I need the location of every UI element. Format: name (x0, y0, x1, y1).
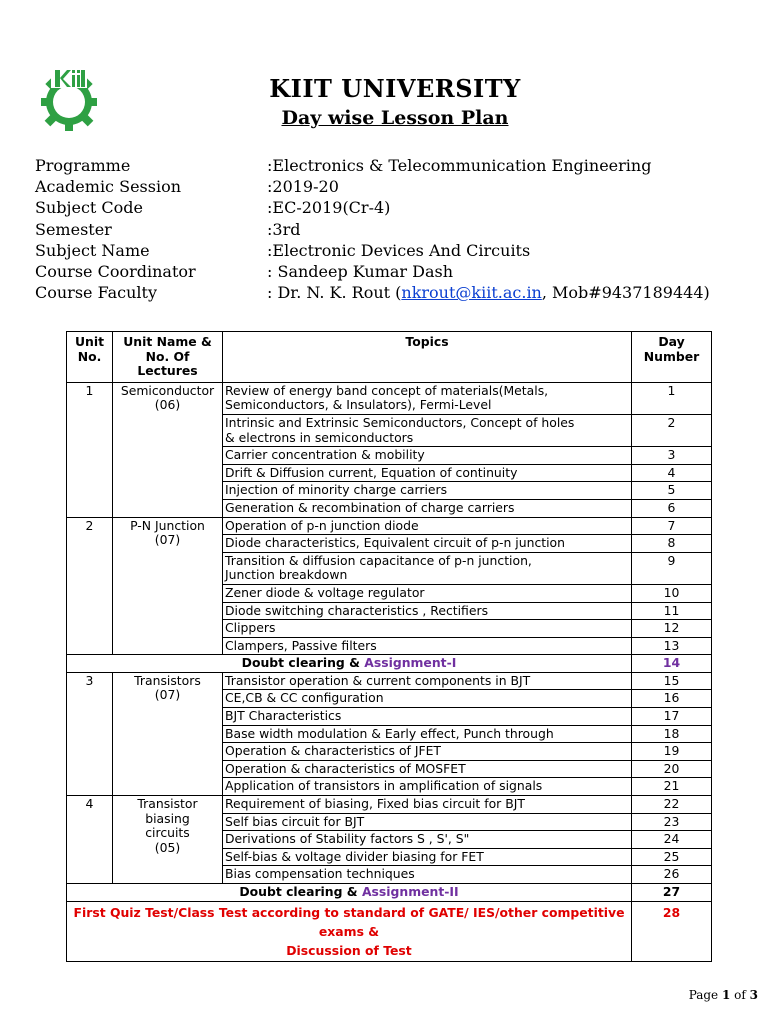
faculty-value (267, 282, 755, 303)
coordinator-row (35, 261, 755, 282)
unit-no: 4 (67, 796, 113, 884)
subject-code-label: Subject Code (35, 198, 143, 218)
doubt-clearing-row (67, 884, 712, 902)
topic-cell: Injection of minority charge carriers (223, 482, 632, 500)
topic-cell: Operation of p-n junction diode (223, 517, 632, 535)
unit-name-text: Transistors (134, 672, 201, 688)
subject-name-row (35, 240, 755, 261)
programme-row (35, 155, 755, 176)
day-cell: 1 (632, 382, 712, 414)
doubt-clearing-cell (67, 884, 632, 902)
subject-name-value: :Electronic Devices And Circuits (267, 240, 531, 260)
topic-cell: Bias compensation techniques (223, 866, 632, 884)
day-cell: 14 (632, 655, 712, 673)
topic-line: Semiconductors, & Insulators), Fermi-Level (225, 397, 492, 413)
topic-line: Review of energy band concept of materials(Metals, (225, 382, 549, 398)
table-row (67, 517, 712, 535)
unit-lectures: (07) (154, 532, 181, 548)
doubt-clearing-text: Doubt clearing & (239, 884, 362, 899)
topic-cell (223, 382, 632, 414)
unit-name-text: Semiconductor (120, 382, 215, 398)
unit-name-text: P-N Junction (130, 517, 205, 533)
page-footer (689, 988, 758, 1002)
day-cell: 25 (632, 848, 712, 866)
topic-cell: CE,CB & CC configuration (223, 690, 632, 708)
doubt-clearing-row (67, 655, 712, 673)
session-value: :2019-20 (267, 177, 339, 197)
day-cell: 22 (632, 796, 712, 814)
quiz-text: Discussion of Test (286, 942, 412, 958)
unit-lectures: (05) (154, 839, 181, 855)
unit-name-text: biasing (145, 810, 190, 826)
assignment-label: Assignment-I (364, 655, 457, 671)
day-cell: 21 (632, 778, 712, 796)
day-cell: 28 (632, 901, 712, 961)
session-row (35, 176, 755, 197)
topic-line: Junction breakdown (225, 567, 348, 583)
topic-cell: Carrier concentration & mobility (223, 447, 632, 465)
topic-line: Transition & diffusion capacitance of p-n junction, (225, 552, 532, 568)
quiz-text: First Quiz Test/Class Test according to standard of GATE/ IES/other competitive exams & (73, 904, 625, 939)
unit-no: 3 (67, 672, 113, 795)
topic-cell (223, 414, 632, 446)
topic-line: Intrinsic and Extrinsic Semiconductors, Concept of holes (225, 414, 575, 430)
lesson-plan-title-text: Day wise Lesson Plan (281, 107, 509, 129)
day-cell: 9 (632, 552, 712, 584)
quiz-row (67, 901, 712, 961)
current-page: 1 (721, 988, 731, 1002)
lesson-plan-title (0, 107, 768, 129)
day-cell: 7 (632, 517, 712, 535)
faculty-mobile: , Mob#9437189444) (541, 283, 710, 303)
topic-cell: Clampers, Passive filters (223, 637, 632, 655)
lesson-plan-table (66, 331, 712, 962)
day-cell: 8 (632, 535, 712, 553)
topic-cell: Operation & characteristics of MOSFET (223, 760, 632, 778)
day-cell: 26 (632, 866, 712, 884)
table-row (67, 672, 712, 690)
semester-value: :3rd (267, 219, 301, 239)
assignment-label: Assignment-II (361, 884, 459, 899)
unit-name (113, 382, 223, 517)
topic-cell: Transistor operation & current components in BJT (223, 672, 632, 690)
day-cell: 12 (632, 620, 712, 638)
topic-line: & electrons in semiconductors (225, 429, 414, 445)
coordinator-value: : Sandeep Kumar Dash (267, 262, 454, 282)
semester-row (35, 219, 755, 240)
unit-lectures: (07) (154, 687, 181, 703)
table-row (67, 382, 712, 414)
topic-cell: Self bias circuit for BJT (223, 813, 632, 831)
programme-value: :Electronics & Telecommunication Engineering (267, 156, 652, 175)
unit-name-header: Unit Name & No. Of Lectures (113, 332, 223, 383)
topic-cell: Operation & characteristics of JFET (223, 743, 632, 761)
day-cell: 16 (632, 690, 712, 708)
unit-name (113, 672, 223, 795)
unit-name (113, 796, 223, 884)
topic-cell: Requirement of biasing, Fixed bias circuit for BJT (223, 796, 632, 814)
day-cell: 18 (632, 725, 712, 743)
subject-name-label: Subject Name (35, 240, 150, 260)
unit-no: 2 (67, 517, 113, 655)
day-cell: 27 (632, 884, 712, 902)
topic-cell: Diode switching characteristics , Rectifiers (223, 602, 632, 620)
day-cell: 2 (632, 414, 712, 446)
unit-no-header: Unit No. (67, 332, 113, 383)
topics-header: Topics (223, 332, 632, 383)
day-cell: 10 (632, 584, 712, 602)
programme-label: Programme (35, 156, 131, 175)
topic-cell: Generation & recombination of charge carriers (223, 499, 632, 517)
page-of-label: of (730, 988, 750, 1002)
day-cell: 4 (632, 464, 712, 482)
day-cell: 17 (632, 708, 712, 726)
page-label: Page (688, 988, 722, 1002)
unit-no: 1 (67, 382, 113, 517)
topic-cell: BJT Characteristics (223, 708, 632, 726)
semester-label: Semester (35, 219, 112, 239)
day-number-header: Day Number (632, 332, 712, 383)
day-cell: 23 (632, 813, 712, 831)
faculty-email-link[interactable]: nkrout@kiit.ac.in (401, 283, 542, 303)
topic-cell: Self-bias & voltage divider biasing for FET (223, 848, 632, 866)
topic-cell (223, 552, 632, 584)
day-cell: 6 (632, 499, 712, 517)
unit-name-text: Transistor (137, 796, 198, 812)
doubt-clearing-cell (67, 655, 632, 673)
faculty-row (35, 282, 755, 303)
day-cell: 5 (632, 482, 712, 500)
session-label: Academic Session (35, 177, 182, 197)
topic-cell: Clippers (223, 620, 632, 638)
subject-code-value: :EC-2019(Cr-4) (267, 198, 391, 218)
faculty-label: Course Faculty (35, 283, 157, 303)
topic-cell: Base width modulation & Early effect, Punch through (223, 725, 632, 743)
university-name: KIIT UNIVERSITY (269, 74, 521, 103)
topic-cell: Application of transistors in amplification of signals (223, 778, 632, 796)
subject-code-row (35, 197, 755, 218)
unit-name-text: circuits (145, 825, 190, 841)
day-cell: 13 (632, 637, 712, 655)
topic-cell: Derivations of Stability factors S , S', S" (223, 831, 632, 849)
topic-cell: Diode characteristics, Equivalent circuit of p-n junction (223, 535, 632, 553)
course-info (35, 155, 755, 303)
table-header-row (67, 332, 712, 383)
total-pages: 3 (749, 988, 758, 1002)
day-cell: 20 (632, 760, 712, 778)
quiz-cell (67, 901, 632, 961)
day-cell: 11 (632, 602, 712, 620)
day-cell: 24 (632, 831, 712, 849)
table-row (67, 796, 712, 814)
topic-cell: Drift & Diffusion current, Equation of continuity (223, 464, 632, 482)
day-cell: 19 (632, 743, 712, 761)
doubt-clearing-text: Doubt clearing & (241, 655, 365, 671)
coordinator-label: Course Coordinator (35, 262, 196, 282)
day-cell: 3 (632, 447, 712, 465)
topic-cell: Zener diode & voltage regulator (223, 584, 632, 602)
unit-lectures: (06) (154, 397, 181, 413)
unit-name (113, 517, 223, 655)
faculty-name: : Dr. N. K. Rout ( (267, 283, 402, 303)
day-cell: 15 (632, 672, 712, 690)
